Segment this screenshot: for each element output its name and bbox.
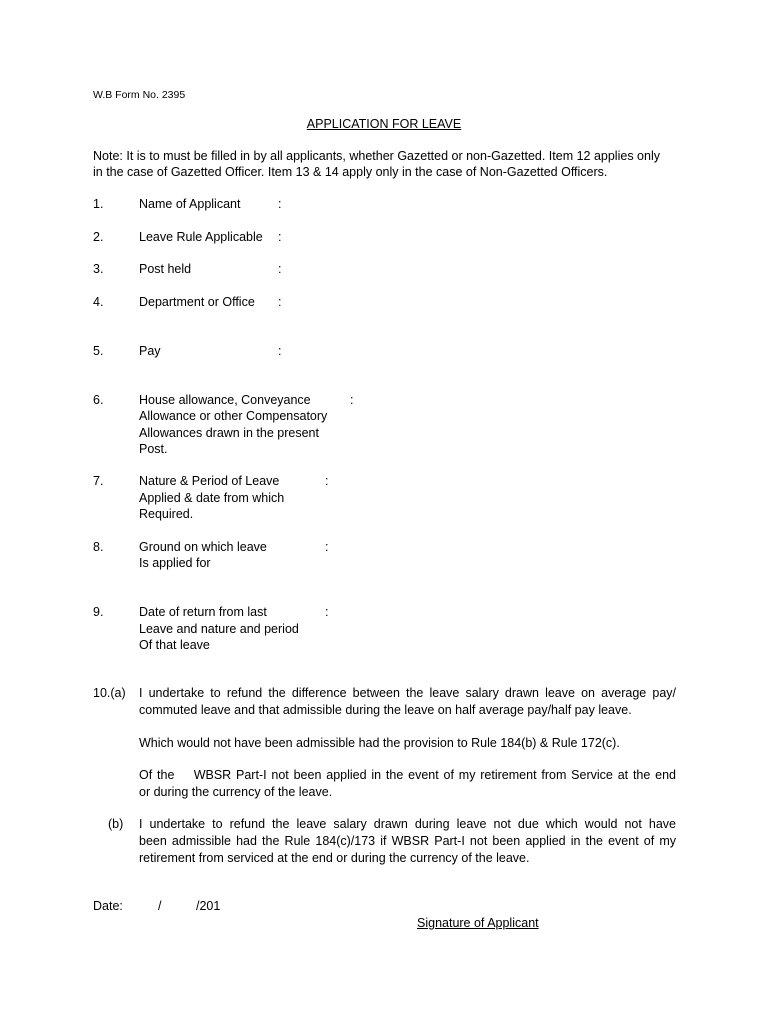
item-10a-number: 10.(a) [93,686,126,700]
item-10a-para-1-line-2: commuted leave and that admissible during the leave on half average pay/half pay leave. [139,703,632,717]
item-9-label-line-2: Leave and nature and period [139,622,299,636]
item-4-label: Department or Office [139,295,255,309]
item-9-label-line-1: Date of return from last [139,605,267,619]
item-10b-para-line-1: I undertake to refund the leave salary drawn during leave not due which would not have [139,817,676,831]
item-2-number: 2. [93,230,104,244]
item-9-number: 9. [93,605,104,619]
item-6-label-line-3: Allowances drawn in the present [139,426,319,440]
page-title: APPLICATION FOR LEAVE [306,117,462,131]
item-10a-para-3-line-2: or during the currency of the leave. [139,785,333,799]
form-number: W.B Form No. 2395 [93,89,186,101]
item-7-colon: : [325,474,329,488]
item-3-label: Post held [139,262,192,276]
item-6-number: 6. [93,393,104,407]
item-1-label: Name of Applicant [139,197,241,211]
date-separator: / [158,899,162,913]
item-9-label-line-3: Of that leave [139,638,210,652]
date-year: /201 [196,899,221,913]
item-10a-para-1-line-1: I undertake to refund the difference between the leave salary drawn leave on average pay/ [139,686,676,700]
item-5-colon: : [278,344,282,358]
item-6-label-line-1: House allowance, Conveyance [139,393,311,407]
item-8-label-line-1: Ground on which leave [139,540,267,554]
item-10a-para-3-line-1: Of the WBSR Part-I not been applied in the event of my retirement from Service at the end [139,768,676,782]
item-7-label-line-3: Required. [139,507,194,521]
item-10b-number: (b) [108,817,124,831]
item-7-label-line-1: Nature & Period of Leave [139,474,280,488]
item-6-label-line-4: Post. [139,442,168,456]
item-1-number: 1. [93,197,104,211]
item-4-number: 4. [93,295,104,309]
item-10a-para-2: Which would not have been admissible had the provision to Rule 184(b) & Rule 172(c). [139,736,620,750]
item-6-colon: : [350,393,354,407]
item-6-label-line-2: Allowance or other Compensatory [139,409,328,423]
item-9-colon: : [325,605,329,619]
item-3-number: 3. [93,262,104,276]
item-2-label: Leave Rule Applicable [139,230,263,244]
item-7-label-line-2: Applied & date from which [139,491,285,505]
signature-of-applicant: Signature of Applicant [417,916,539,930]
item-7-number: 7. [93,474,104,488]
item-3-colon: : [278,262,282,276]
item-5-label: Pay [139,344,161,358]
item-10b-para-line-2: been admissible had the Rule 184(c)/173 if WBSR Part-I not been applied in the event of my [139,834,676,848]
date-label: Date: [93,899,123,913]
instruction-note: Note: It is to must be filled in by all applicants, whether Gazetted or non-Gazetted. Item 12 applies only in the case of Gazetted Officer. Item 13 & 14 apply only in the case of Non-Gazetted Officers. [93,149,660,179]
item-8-label-line-2: Is applied for [139,556,211,570]
item-5-number: 5. [93,344,104,358]
item-8-number: 8. [93,540,104,554]
item-10b-para-line-3: retirement from serviced at the end or during the currency of the leave. [139,851,530,865]
item-8-colon: : [325,540,329,554]
item-4-colon: : [278,295,282,309]
item-2-colon: : [278,230,282,244]
item-1-colon: : [278,197,282,211]
